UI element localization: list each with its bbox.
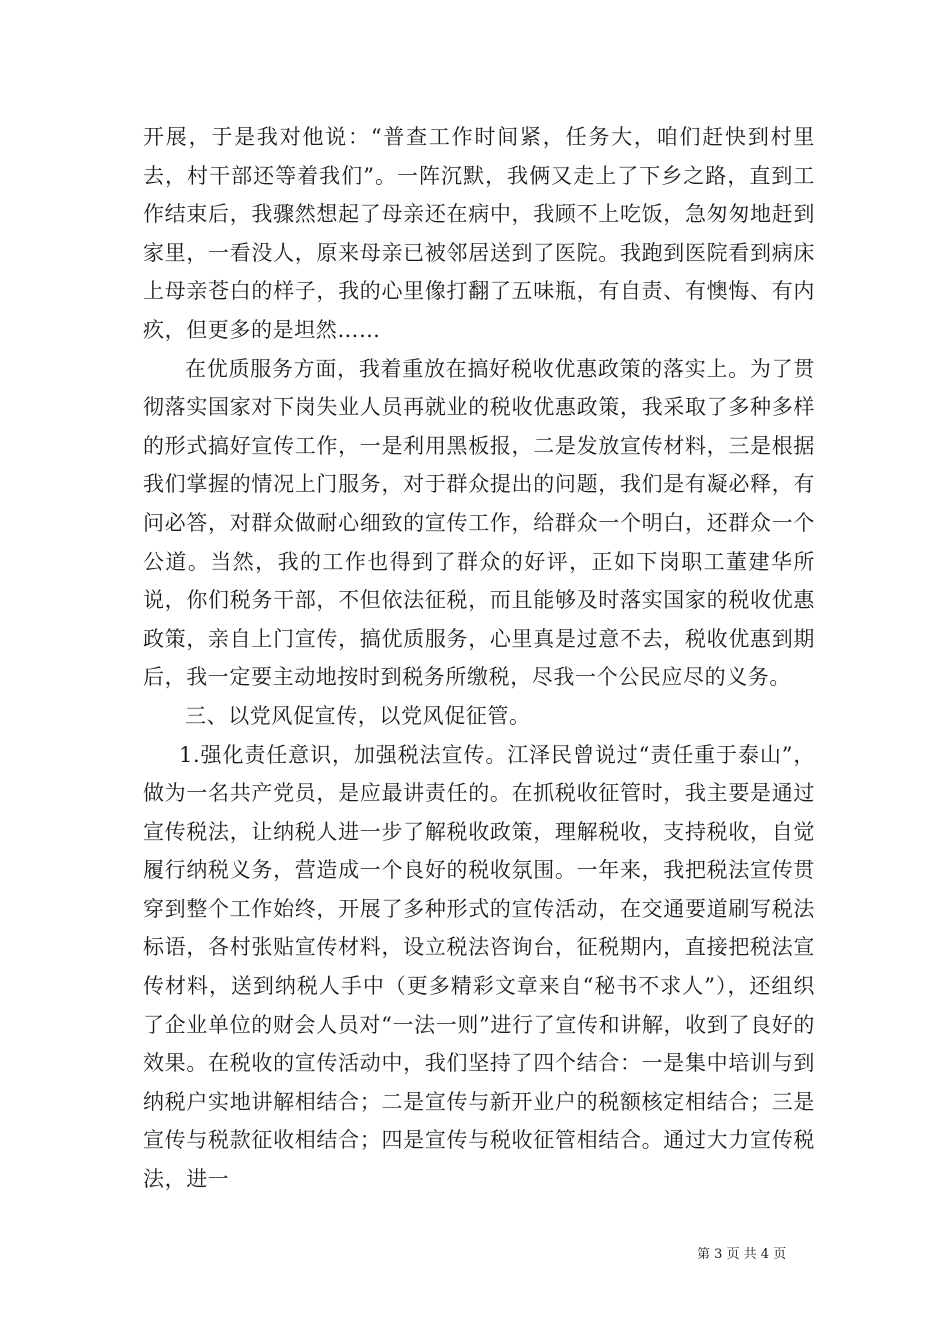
paragraph-quality-service: 在优质服务方面，我着重放在搞好税收优惠政策的落实上。为了贯彻落实国家对下岗失业人员再就业的税收优惠政策，我采取了多种多样的形式搞好宣传工作，一是利用黑板报，二是发放宣传材料，三是根据我们掌握的情况上门服务，对于群众提出的问题，我们是有凝必释，有问必答，对群众做耐心细致的宣传工作，给群众一个明白，还群众一个公道。当然，我的工作也得到了群众的好评，正如下岗职工董建华所说，你们税务干部，不但依法征税，而且能够及时落实国家的税收优惠政策，亲自上门宣传，搞优质服务，心里真是过意不去，税收优惠到期后，我一定要主动地按时到税务所缴税，尽我一个公民应尽的义务。 (143, 356, 815, 690)
paragraph-continuation: 开展，于是我对他说：“普查工作时间紧，任务大，咱们赶快到村里去，村干部还等着我们”。一阵沉默，我俩又走上了下乡之路，直到工作结束后，我骤然想起了母亲还在病中，我顾不上吃饭，急匆匆地赶到家里，一看没人，原来母亲已被邻居送到了医院。我跑到医院看到病床上母亲苍白的样子，我的心里像打翻了五味瓶，有自责、有懊悔、有内疚，但更多的是坦然…… (143, 125, 815, 342)
section-heading: 三、以党风促宣传，以党风促征管。 (185, 703, 531, 728)
paragraph-tax-publicity: 1.强化责任意识，加强税法宣传。江泽民曾说过“责任重于泰山”，做为一名共产党员，是应最讲责任的。在抓税收征管时，我主要是通过宣传税法，让纳税人进一步了解税收政策，理解税收，支持税收，自觉履行纳税义务，营造成一个良好的税收氛围。一年来，我把税法宣传贯穿到整个工作始终，开展了多种形式的宣传活动，在交通要道刷写税法标语，各村张贴宣传材料，设立税法咨询台，征税期内，直接把税法宣传材料，送到纳税人手中（更多精彩文章来自“秘书不求人”），还组织了企业单位的财会人员对“一法一则”进行了宣传和讲解，收到了良好的效果。在税收的宣传活动中，我们坚持了四个结合：一是集中培训与到纳税户实地讲解相结合；二是宣传与新开业户的税额核定相结合；三是宣传与税款征收相结合；四是宣传与税收征管相结合。通过大力宣传税法，进一 (143, 742, 815, 1192)
document-body (143, 118, 815, 1199)
page-number-footer: 第 3 页 共 4 页 (697, 1247, 787, 1262)
